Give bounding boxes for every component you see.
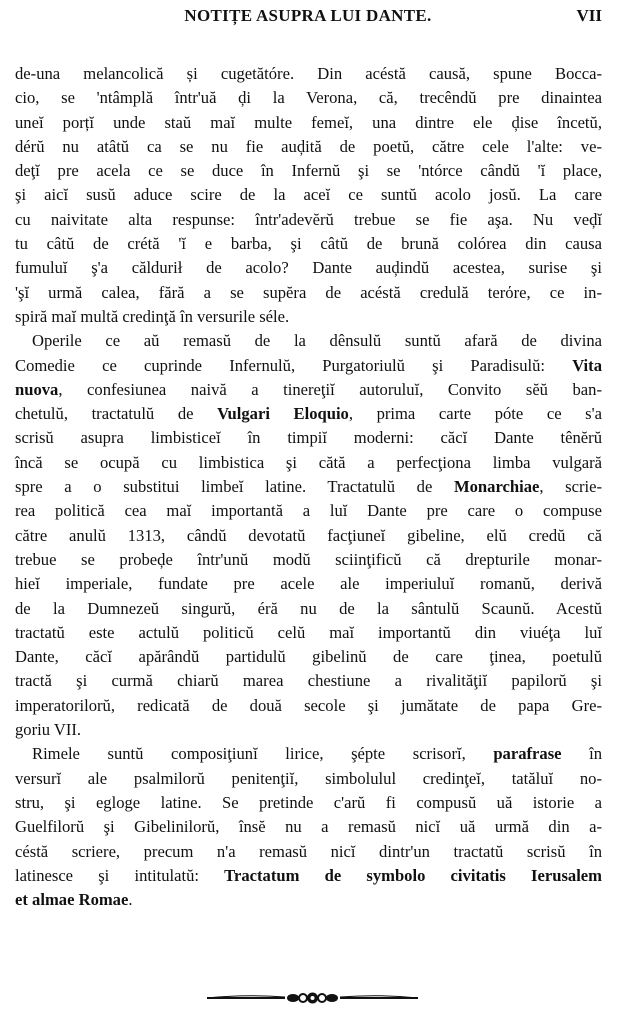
text-line — [15, 111, 602, 135]
text-span: scrisŭ asupra limbisticeĭ în timpiĭ moderni: căcĭ Dante tênĕrŭ — [15, 428, 602, 448]
text-line — [15, 815, 602, 839]
text-span: uneĭ porțĭ unde staŭ maĭ multe femeĭ, una dintre ele ḑise încetŭ, — [15, 112, 602, 132]
text-line — [15, 888, 602, 912]
bold-title-span: Tractatum de symbolo civitatis Ierusalem — [224, 865, 602, 885]
text-line — [15, 354, 602, 378]
text-span: 'şĭ urmă calea, fără a se supĕra de acéstă credulă terόre, ce in- — [15, 282, 602, 302]
text-line — [15, 718, 602, 742]
text-span: Comedie ce cuprinde Infernulŭ, Purgatoriulŭ şi Paradisulŭ: — [15, 355, 573, 375]
text-line — [15, 232, 602, 256]
text-span: imperatorilorŭ, redicată de două secole şi jumătate de papa Gre- — [15, 695, 602, 715]
text-span: hieĭ imperiale, fundate pre acele ale imperiuluĭ romanŭ, derivă — [15, 574, 602, 594]
text-span: Guelfilorŭ şi Gibelinilorŭ, însĕ nu a remasŭ nicĭ uă urmă din a- — [15, 817, 602, 837]
text-line — [15, 426, 602, 450]
text-span: fumuluĭ ş'a căldurił de acolo? Dante auḑindŭ acestea, surise şi — [15, 258, 602, 278]
text-line — [15, 475, 602, 499]
text-span: deţĭ pre acela ce se duce în Infernŭ şi se 'ntórce cândŭ 'ĭ place, — [15, 161, 602, 181]
running-header — [14, 6, 602, 30]
text-span: céstă scriere, precum n'a remasŭ nicĭ dintr'un tractatŭ scrisŭ în — [15, 841, 602, 861]
text-line — [15, 548, 602, 572]
text-span: cio, se 'ntâmplă într'uă ḑi la Verona, că, trecêndŭ pre dinaintea — [15, 88, 602, 108]
text-line — [15, 208, 602, 232]
text-span: spre a o substitui limbeĭ latine. Tractatulŭ de — [15, 477, 454, 497]
text-span: Rimele suntŭ composiţiunĭ lirice, şépte scrisorĭ, — [32, 744, 494, 764]
text-span: , confesiunea naivă a tinereţiĭ autoruluĭ, Convito sĕŭ ban- — [58, 379, 602, 399]
text-line — [15, 742, 602, 766]
text-line — [15, 86, 602, 110]
text-line — [15, 305, 602, 329]
text-line — [15, 183, 602, 207]
text-line — [15, 402, 602, 426]
text-span: versurĭ ale psalmilorŭ penitenţiĭ, simbolulul credinţeĭ, tatăluĭ no- — [15, 768, 602, 788]
bold-title-span: Monarchiae — [453, 477, 540, 497]
text-line — [15, 451, 602, 475]
text-line — [15, 329, 602, 353]
text-span: de-una melancolică și cugetătóre. Din acéstă causă, spune Bocca- — [15, 64, 602, 83]
text-span: tu câtŭ de crétă 'ĭ e barba, şi câtŭ de brună colórea din causa — [15, 234, 602, 254]
text-span: , prima carte póte ce s'a — [348, 404, 602, 424]
text-span: spiră maĭ multă credinţă în versurile séle. — [15, 306, 290, 326]
text-span: tractatŭ este actulŭ politicŭ celŭ maĭ importantŭ din viuéţa luĭ — [15, 622, 602, 642]
text-span: către anulŭ 1313, cândŭ devotatŭ facţiuneĭ gibeline, elŭ credŭ că — [15, 525, 602, 545]
header-title: NOTIȚE ASUPRA LUI DANTE. — [184, 6, 432, 25]
text-span: latinesce şi intitulatŭ: — [15, 865, 225, 885]
text-span: şi aicĭ susŭ aduce scire de la aceĭ ce suntŭ acolo josŭ. La care — [15, 185, 602, 205]
text-span: goriu VII. — [15, 720, 82, 740]
text-line — [15, 597, 602, 621]
bold-title-span: et almae Romae — [15, 890, 129, 910]
text-span: , scrie- — [539, 477, 603, 497]
text-line — [15, 256, 602, 280]
text-span: de la Dumnezeŭ singurŭ, éră nu de la sântulŭ Scaunŭ. Acestŭ — [15, 598, 602, 618]
text-line — [15, 645, 602, 669]
text-line — [15, 767, 602, 791]
body-text — [15, 62, 602, 912]
text-span: chetulŭ, tractatulŭ de — [15, 404, 218, 424]
text-line — [15, 864, 602, 888]
text-line — [15, 499, 602, 523]
text-span: . — [128, 890, 133, 910]
text-line — [15, 791, 602, 815]
bold-title-span: nuova — [15, 379, 59, 399]
text-line — [15, 135, 602, 159]
paragraph — [15, 62, 602, 329]
text-span: trebue se probeḑe într'unŭ modŭ sciinţificŭ că drepturile monar- — [15, 549, 602, 569]
text-span: Dante, căcĭ apărândŭ partidulŭ gibelinŭ de care ţinea, poetulŭ — [15, 647, 602, 667]
paragraph — [15, 742, 602, 912]
tailpiece-ornament — [205, 988, 420, 1008]
text-span: rea politică cea maĭ importantă a luĭ Dante pre care o compuse — [15, 501, 602, 521]
page-number: VII — [576, 6, 602, 25]
text-span: dérŭ nu atâtŭ ca se nu fie auḑită de poetŭ, către cele l'alte: ve- — [15, 136, 602, 156]
text-line — [15, 62, 602, 86]
text-span: încă se ocupă cu limbistica şi cătă a perfecţiona limba vulgară — [15, 452, 602, 472]
text-line — [15, 572, 602, 596]
bold-title-span: Vita — [572, 355, 602, 375]
text-line — [15, 281, 602, 305]
text-span: cu naivitate alta respunse: într'adevĕrŭ trebue se fie aşa. Nu veḑĭ — [15, 209, 602, 229]
text-line — [15, 669, 602, 693]
text-line — [15, 159, 602, 183]
text-line — [15, 840, 602, 864]
text-line — [15, 378, 602, 402]
text-span: Operile ce aŭ remasŭ de la dênsulŭ suntŭ afară de divina — [32, 331, 602, 351]
text-line — [15, 694, 602, 718]
text-line — [15, 524, 602, 548]
paragraph — [15, 329, 602, 742]
bold-title-span: parafrase — [493, 744, 562, 764]
text-span: tractă şi curmă chiarŭ marea chestiune a rivalităţiĭ papilorŭ şi — [15, 671, 602, 691]
text-span: stru, şi egloge latine. Se pretinde c'arŭ fi compusŭ uă istorie a — [15, 792, 602, 812]
bold-title-span: Vulgari Eloquio — [217, 404, 349, 424]
text-span: în — [561, 744, 602, 764]
text-line — [15, 621, 602, 645]
